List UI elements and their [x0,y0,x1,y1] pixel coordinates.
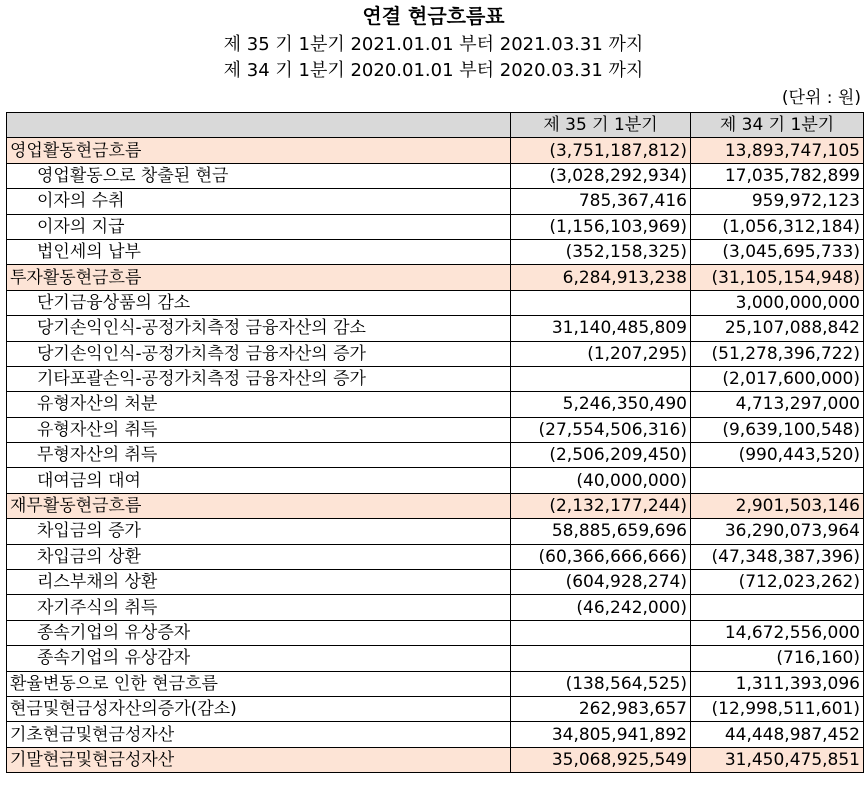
current-period-value: (352,158,325) [511,239,691,264]
current-period-value: 6,284,913,238 [511,265,691,290]
prior-period-value: (2,017,600,000) [691,366,864,391]
current-period-value [511,366,691,391]
section-row [7,493,864,518]
table-row [7,214,864,239]
row-label: 기말현금및현금성자산 [7,747,511,772]
row-label: 종속기업의 유상증자 [7,620,511,645]
current-period-value: (27,554,506,316) [511,417,691,442]
prior-period-value: 17,035,782,899 [691,163,864,188]
current-period-value [511,646,691,671]
section-row [7,138,864,163]
table-row [7,316,864,341]
table-row [7,417,864,442]
prior-period-value: 31,450,475,851 [691,747,864,772]
prior-period-value: 44,448,987,452 [691,722,864,747]
current-period-value: 5,246,350,490 [511,392,691,417]
prior-period-value: (712,023,262) [691,570,864,595]
prior-period-value: (716,160) [691,646,864,671]
row-label: 종속기업의 유상감자 [7,646,511,671]
prior-period-value: 959,972,123 [691,189,864,214]
prior-period-value [691,595,864,620]
current-period-value [511,290,691,315]
row-label: 이자의 지급 [7,214,511,239]
header-current-period: 제 35 기 1분기 [511,113,691,138]
row-label: 리스부채의 상환 [7,570,511,595]
current-period-value: (46,242,000) [511,595,691,620]
prior-period-value: 13,893,747,105 [691,138,864,163]
current-period-value: 785,367,416 [511,189,691,214]
table-row [7,696,864,721]
table-row [7,671,864,696]
row-label: 기타포괄손익-공정가치측정 금융자산의 증가 [7,366,511,391]
prior-period-value [691,468,864,493]
table-row [7,392,864,417]
row-label: 차입금의 증가 [7,519,511,544]
row-label: 투자활동현금흐름 [7,265,511,290]
prior-period-value: 3,000,000,000 [691,290,864,315]
table-row [7,366,864,391]
header-prior-period: 제 34 기 1분기 [691,113,864,138]
table-row [7,443,864,468]
prior-period-value: (990,443,520) [691,443,864,468]
table-row [7,544,864,569]
current-period-value: (604,928,274) [511,570,691,595]
table-row [7,595,864,620]
current-period: 제 35 기 1분기 2021.01.01 부터 2021.03.31 까지 [223,34,644,55]
current-period-value [511,620,691,645]
row-label: 유형자산의 취득 [7,417,511,442]
row-label: 대여금의 대여 [7,468,511,493]
current-period-value: 35,068,925,549 [511,747,691,772]
prior-period-value: (1,056,312,184) [691,214,864,239]
current-period-value: (2,132,177,244) [511,493,691,518]
row-label: 단기금융상품의 감소 [7,290,511,315]
section-row [7,265,864,290]
prior-period-value: 1,311,393,096 [691,671,864,696]
row-label: 현금및현금성자산의증가(감소) [7,696,511,721]
current-period-value: (40,000,000) [511,468,691,493]
table-row [7,468,864,493]
current-period-value: (1,156,103,969) [511,214,691,239]
prior-period-value: (9,639,100,548) [691,417,864,442]
prior-period-value: (31,105,154,948) [691,265,864,290]
row-label: 기초현금및현금성자산 [7,722,511,747]
row-label: 유형자산의 처분 [7,392,511,417]
prior-period-value: 36,290,073,964 [691,519,864,544]
table-row [7,163,864,188]
current-period-value: (3,028,292,934) [511,163,691,188]
prior-period-value: 4,713,297,000 [691,392,864,417]
row-label: 영업활동현금흐름 [7,138,511,163]
prior-period-value: (12,998,511,601) [691,696,864,721]
unit-label: (단위 : 원) [781,88,861,108]
cash-flow-table [6,112,864,773]
row-label: 법인세의 납부 [7,239,511,264]
current-period-value: 58,885,659,696 [511,519,691,544]
current-period-value: 34,805,941,892 [511,722,691,747]
current-period-value: 262,983,657 [511,696,691,721]
current-period-value: (138,564,525) [511,671,691,696]
table-row [7,239,864,264]
current-period-value: (2,506,209,450) [511,443,691,468]
current-period-value: 31,140,485,809 [511,316,691,341]
current-period-value: (3,751,187,812) [511,138,691,163]
prior-period-value: (3,045,695,733) [691,239,864,264]
table-row [7,620,864,645]
table-row [7,722,864,747]
table-row [7,290,864,315]
row-label: 차입금의 상환 [7,544,511,569]
row-label: 당기손익인식-공정가치측정 금융자산의 감소 [7,316,511,341]
current-period-value: (60,366,666,666) [511,544,691,569]
table-row [7,341,864,366]
prior-period-value: (51,278,396,722) [691,341,864,366]
prior-period: 제 34 기 1분기 2020.01.01 부터 2020.03.31 까지 [223,60,644,81]
row-label: 영업활동으로 창출된 현금 [7,163,511,188]
prior-period-value: 14,672,556,000 [691,620,864,645]
table-row [7,646,864,671]
section-row [7,747,864,772]
prior-period-value: 2,901,503,146 [691,493,864,518]
row-label: 당기손익인식-공정가치측정 금융자산의 증가 [7,341,511,366]
table-header-row [7,113,864,138]
row-label: 자기주식의 취득 [7,595,511,620]
table-row [7,189,864,214]
row-label: 환율변동으로 인한 현금흐름 [7,671,511,696]
prior-period-value: (47,348,387,396) [691,544,864,569]
header-blank-cell [7,113,511,138]
current-period-value: (1,207,295) [511,341,691,366]
prior-period-value: 25,107,088,842 [691,316,864,341]
table-row [7,570,864,595]
row-label: 이자의 수취 [7,189,511,214]
row-label: 재무활동현금흐름 [7,493,511,518]
statement-title: 연결 현금흐름표 [362,4,505,28]
row-label: 무형자산의 취득 [7,443,511,468]
table-row [7,519,864,544]
